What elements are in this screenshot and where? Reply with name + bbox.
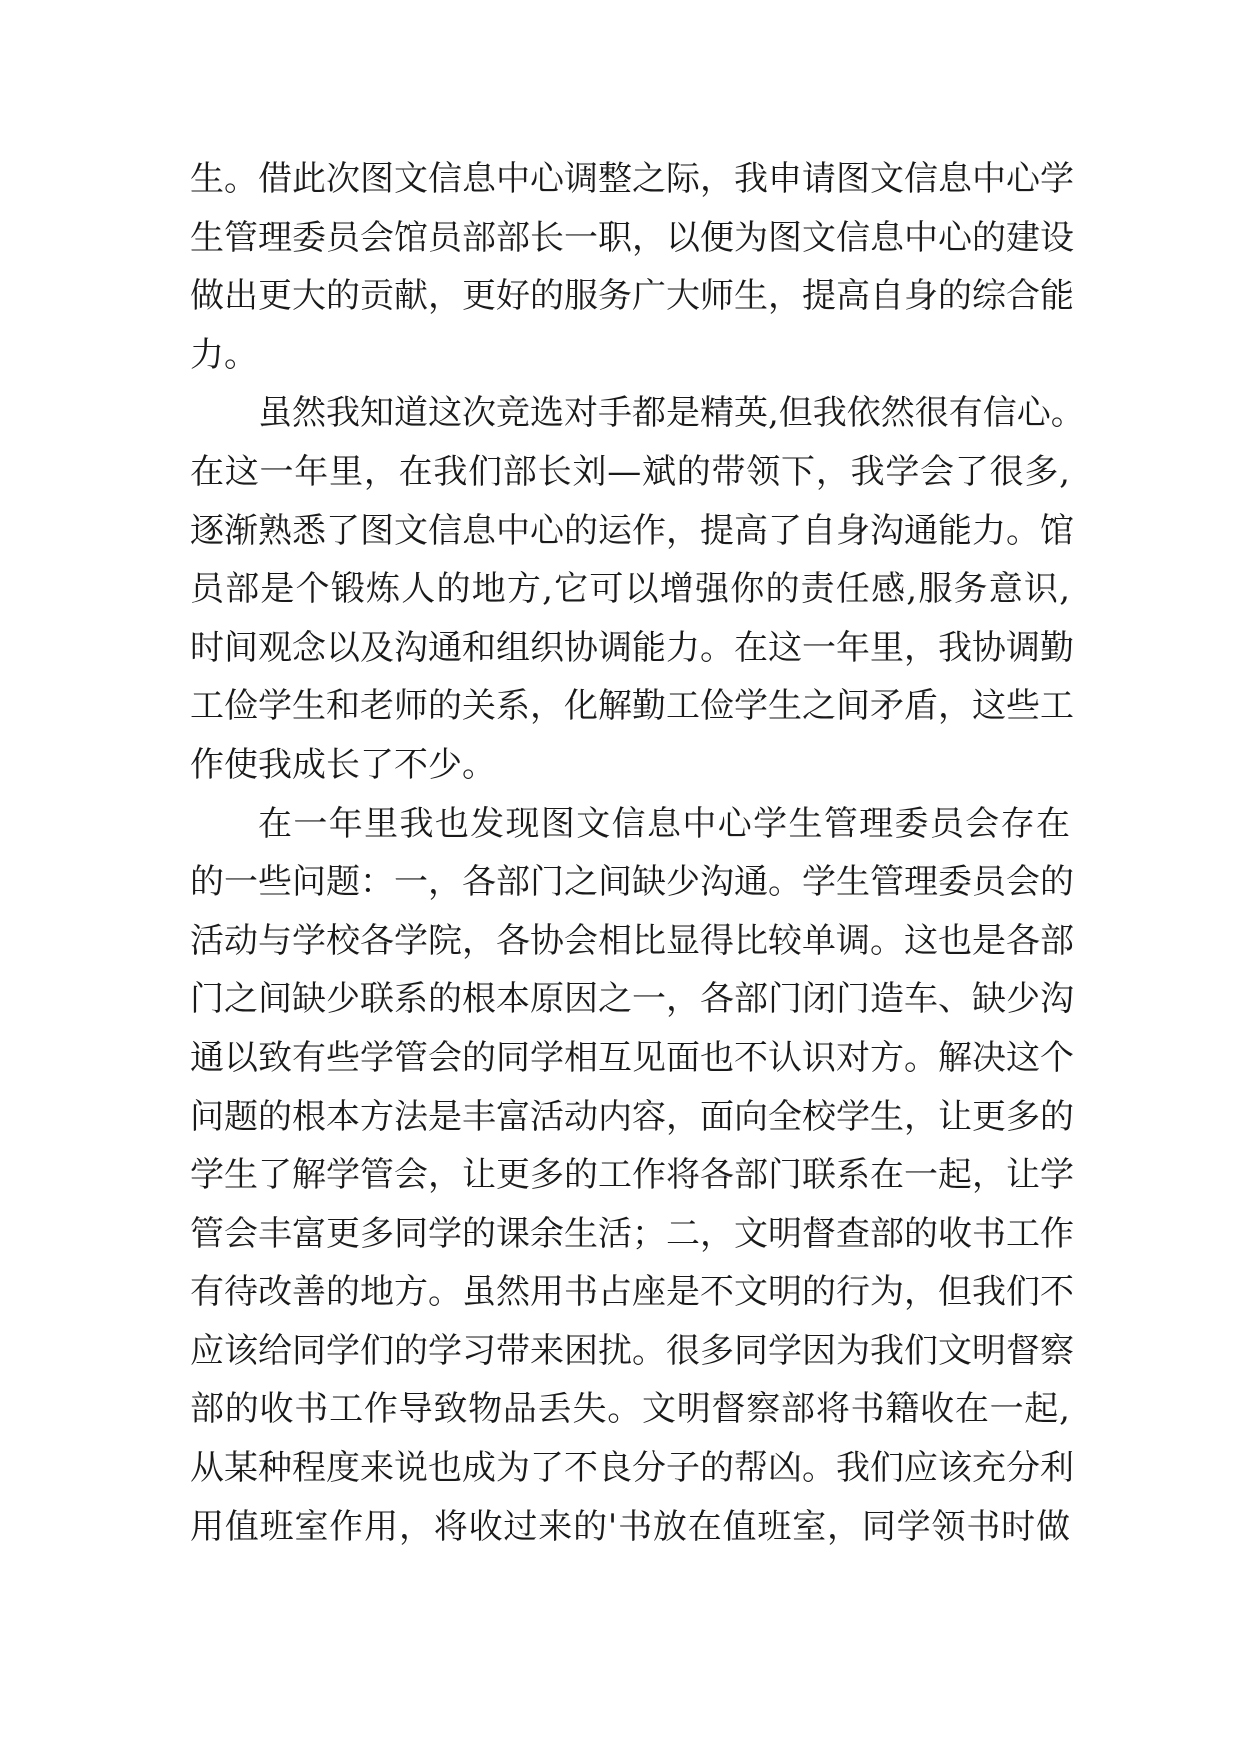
body-text xyxy=(190,150,1085,1556)
text-line: 员部是个锻炼人的地方,它可以增强你的责任感,服务意识, xyxy=(190,569,1070,610)
text-line: 应该给同学们的学习带来困扰。很多同学因为我们文明督察 xyxy=(190,1330,1074,1371)
text-line: 虽然我知道这次竞选对手都是精英,但我依然很有信心。 xyxy=(258,393,1085,434)
text-line: 生。借此次图文信息中心调整之际，我申请图文信息中心学 xyxy=(190,159,1074,199)
text-line: 生管理委员会馆员部部长一职，以便为图文信息中心的建设 xyxy=(190,217,1074,258)
text-line: 作使我成长了不少。 xyxy=(190,744,496,785)
text-line: 做出更大的贡献，更好的服务广大师生，提高自身的综合能 xyxy=(190,276,1074,317)
text-line: 逐渐熟悉了图文信息中心的运作，提高了自身沟通能力。馆 xyxy=(190,510,1074,551)
text-line: 活动与学校各学院，各协会相比显得比较单调。这也是各部 xyxy=(190,920,1074,961)
text-line: 管会丰富更多同学的课余生活；二，文明督查部的收书工作 xyxy=(190,1213,1074,1254)
text-line: 有待改善的地方。虽然用书占座是不文明的行为，但我们不 xyxy=(190,1272,1074,1313)
text-line: 在这一年里，在我们部长刘—斌的带领下，我学会了很多, xyxy=(190,451,1070,492)
text-line: 力。 xyxy=(190,334,258,375)
text-line: 时间观念以及沟通和组织协调能力。在这一年里，我协调勤 xyxy=(190,627,1074,668)
text-line: 在一年里我也发现图文信息中心学生管理委员会存在 xyxy=(258,803,1070,844)
text-line: 问题的根本方法是丰富活动内容，面向全校学生，让更多的 xyxy=(190,1096,1074,1137)
text-line: 部的收书工作导致物品丢失。文明督察部将书籍收在一起, xyxy=(190,1389,1070,1430)
text-line: 通以致有些学管会的同学相互见面也不认识对方。解决这个 xyxy=(190,1037,1074,1078)
text-line: 用值班室作用，将收过来的'书放在值班室，同学领书时做 xyxy=(190,1506,1070,1547)
text-line: 的一些问题：一，各部门之间缺少沟通。学生管理委员会的 xyxy=(190,862,1074,903)
text-line: 学生了解学管会，让更多的工作将各部门联系在一起，让学 xyxy=(190,1155,1074,1196)
text-line: 工俭学生和老师的关系，化解勤工俭学生之间矛盾，这些工 xyxy=(190,686,1074,727)
text-line: 门之间缺少联系的根本原因之一，各部门闭门造车、缺少沟 xyxy=(190,979,1074,1020)
text-line: 从某种程度来说也成为了不良分子的帮凶。我们应该充分利 xyxy=(190,1448,1074,1489)
